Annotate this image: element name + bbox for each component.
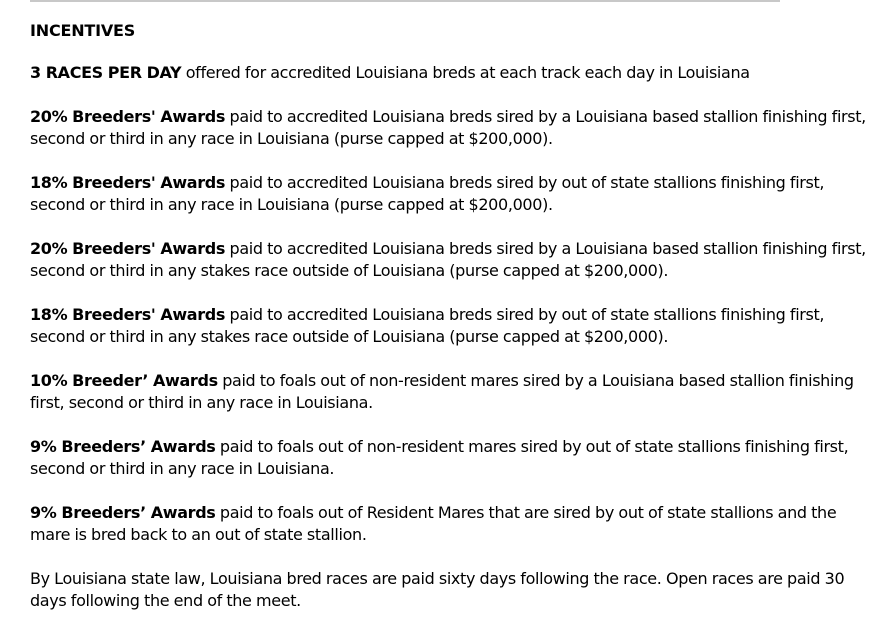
- incentive-text: offered for accredited Louisiana breds at each track each day in Louisiana: [181, 63, 750, 82]
- incentive-paragraph: [30, 436, 875, 480]
- incentive-title: 20% Breeders' Awards: [30, 107, 226, 126]
- incentive-text: paid to foals out of Resident Mares that are sired by out of state stallions and the mare is bred back to an out of state stallion.: [30, 503, 837, 544]
- incentive-paragraph: [30, 62, 875, 84]
- incentives-section: [30, 20, 875, 634]
- incentive-paragraph: [30, 106, 875, 150]
- payment-note-text: By Louisiana state law, Louisiana bred races are paid sixty days following the race. Open races are paid 30 days following the end of the meet.: [30, 569, 845, 610]
- incentive-title: 20% Breeders' Awards: [30, 239, 226, 258]
- incentive-title: 18% Breeders' Awards: [30, 173, 226, 192]
- incentive-text: paid to foals out of non-resident mares sired by out of state stallions finishing first, second or third in any race in Louisiana.: [30, 437, 849, 478]
- incentive-text: paid to foals out of non-resident mares sired by a Louisiana based stallion finishing first, second or third in any race in Louisiana.: [30, 371, 854, 412]
- incentive-paragraph: [30, 172, 875, 216]
- incentive-paragraph: [30, 238, 875, 282]
- incentive-paragraph: [30, 502, 875, 546]
- incentive-title: 9% Breeders’ Awards: [30, 503, 216, 522]
- incentive-text: paid to accredited Louisiana breds sired by a Louisiana based stallion finishing first, second or third in any race in Louisiana (purse capped at $200,000).: [30, 107, 866, 148]
- incentive-text: paid to accredited Louisiana breds sired by out of state stallions finishing first, second or third in any race in Louisiana (purse capped at $200,000).: [30, 173, 825, 214]
- incentive-text: paid to accredited Louisiana breds sired by a Louisiana based stallion finishing first, second or third in any stakes race outside of Louisiana (purse capped at $200,000).: [30, 239, 866, 280]
- incentive-title: 9% Breeders’ Awards: [30, 437, 216, 456]
- incentive-title: 10% Breeder’ Awards: [30, 371, 218, 390]
- section-heading: INCENTIVES: [30, 21, 136, 40]
- incentive-text: paid to accredited Louisiana breds sired by out of state stallions finishing first, second or third in any stakes race outside of Louisiana (purse capped at $200,000).: [30, 305, 825, 346]
- incentive-title: 3 RACES PER DAY: [30, 63, 182, 82]
- top-divider: [30, 0, 780, 2]
- incentive-title: 18% Breeders' Awards: [30, 305, 226, 324]
- incentive-paragraph: [30, 304, 875, 348]
- incentive-paragraph: [30, 370, 875, 414]
- payment-note: [30, 568, 875, 612]
